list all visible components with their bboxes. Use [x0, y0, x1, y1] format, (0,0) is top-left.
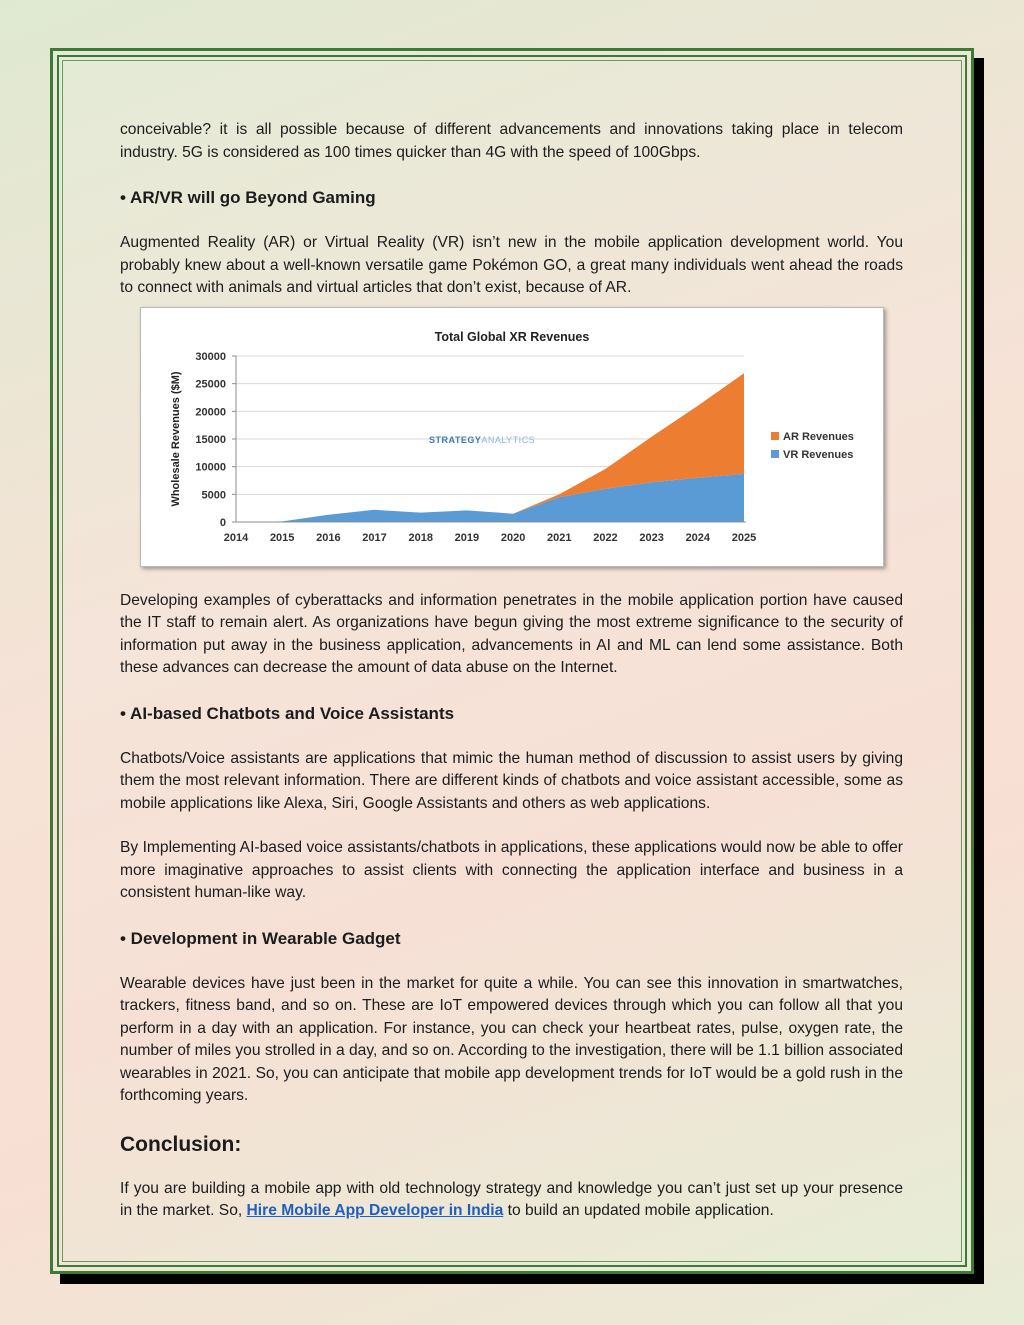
watermark-part-1: STRATEGY [429, 435, 482, 445]
watermark-part-2: ANALYTICS [481, 435, 536, 445]
x-tick-label: 2025 [731, 532, 757, 544]
conclusion-text-after: to build an updated mobile application. [503, 1202, 774, 1219]
y-tick-label: 15000 [195, 434, 226, 446]
conclusion-text-before: If you are building a mobile app with old technology strategy and knowledge you can’t just set up your presence in the market. So, [120, 1179, 903, 1219]
chart-title: Total Global XR Revenues [434, 330, 590, 344]
conclusion-heading: Conclusion: [120, 1132, 242, 1156]
chatbots-paragraph-1: Chatbots/Voice assistants are applications that mimic the human method of discussion to assist users by giving them the most relevant information. There are different kinds of chatbots and voice assistant accessible, some as mobile applications like Alexa, Siri, Google Assistants and others as web applications. [120, 749, 903, 812]
chart-canvas [141, 308, 883, 566]
x-tick-label: 2018 [408, 532, 433, 544]
security-paragraph: Developing examples of cyberattacks and information penetrates in the mobile application portion have caused the IT staff to remain alert. As organizations have begun giving the most extreme significance to the security of information put away in the business application, advancements in AI and ML can lend some assistance. Both these advances can decrease the amount of data abuse on the Internet. [120, 591, 903, 676]
x-tick-label: 2024 [685, 532, 711, 544]
y-tick-labels [195, 351, 236, 529]
x-tick-label: 2022 [593, 532, 618, 544]
y-tick-label: 10000 [195, 461, 226, 474]
legend-swatch [771, 450, 779, 458]
wearables-heading: • Development in Wearable Gadget [120, 928, 401, 948]
document-body [120, 119, 903, 1223]
x-tick-label: 2016 [316, 532, 341, 544]
xr-revenue-chart [140, 307, 884, 567]
x-tick-label: 2014 [223, 532, 249, 544]
hire-developer-link[interactable]: Hire Mobile App Developer in India [246, 1202, 504, 1219]
x-tick-label: 2019 [454, 532, 480, 544]
x-tick-label: 2017 [362, 532, 387, 544]
y-tick-label: 30000 [195, 351, 226, 363]
arvr-paragraph: Augmented Reality (AR) or Virtual Reality (VR) isn’t new in the mobile application development world. You probably knew about a well-known versatile game Pokémon GO, a great many individuals went ahead the roads to connect with animals and virtual articles that don’t exist, because of AR. [120, 234, 903, 296]
x-tick-labels [224, 532, 756, 544]
chart-areas [236, 373, 744, 522]
y-tick-label: 0 [219, 517, 226, 529]
chatbots-paragraph-2: By Implementing AI-based voice assistants/chatbots in applications, these applications would now be able to offer more imaginative approaches to assist clients with connecting the application interface and business in a consistent human-like way. [120, 839, 903, 901]
x-tick-label: 2023 [639, 532, 664, 544]
x-tick-label: 2020 [500, 532, 526, 544]
arvr-heading: • AR/VR will go Beyond Gaming [120, 188, 376, 207]
conclusion-paragraph [120, 1178, 903, 1223]
chatbots-heading: • AI-based Chatbots and Voice Assistants [120, 703, 455, 723]
y-tick-label: 5000 [201, 489, 226, 502]
x-tick-label: 2015 [269, 532, 295, 544]
area-vr-revenues [236, 474, 744, 522]
y-axis-label: Wholesale Revenues ($M) [170, 371, 182, 507]
legend-label: VR Revenues [783, 449, 854, 461]
legend-swatch [771, 432, 779, 440]
x-tick-label: 2021 [547, 532, 572, 544]
chart-legend [771, 431, 854, 461]
chart-watermark [429, 435, 535, 445]
wearables-paragraph: Wearable devices have just been in the market for quite a while. You can see this innovation in smartwatches, trackers, fitness band, and so on. These are IoT empowered devices through which you can follow all that you perform in a day with an application. For instance, you can check your heartbeat rates, pulse, oxygen rate, the number of miles you strolled in a day, and so on. According to the investigation, there will be 1.1 billion associated wearables in 2021. So, you can anticipate that mobile app development trends for IoT would be a gold rush in the forthcoming years. [120, 974, 903, 1104]
intro-paragraph: conceivable? it is all possible because of different advancements and innovations taking place in telecom industry. 5G is considered as 100 times quicker than 4G with the speed of 100Gbps. [120, 121, 903, 161]
y-tick-label: 25000 [195, 378, 226, 391]
y-tick-label: 20000 [195, 406, 226, 419]
legend-label: AR Revenues [783, 431, 854, 443]
